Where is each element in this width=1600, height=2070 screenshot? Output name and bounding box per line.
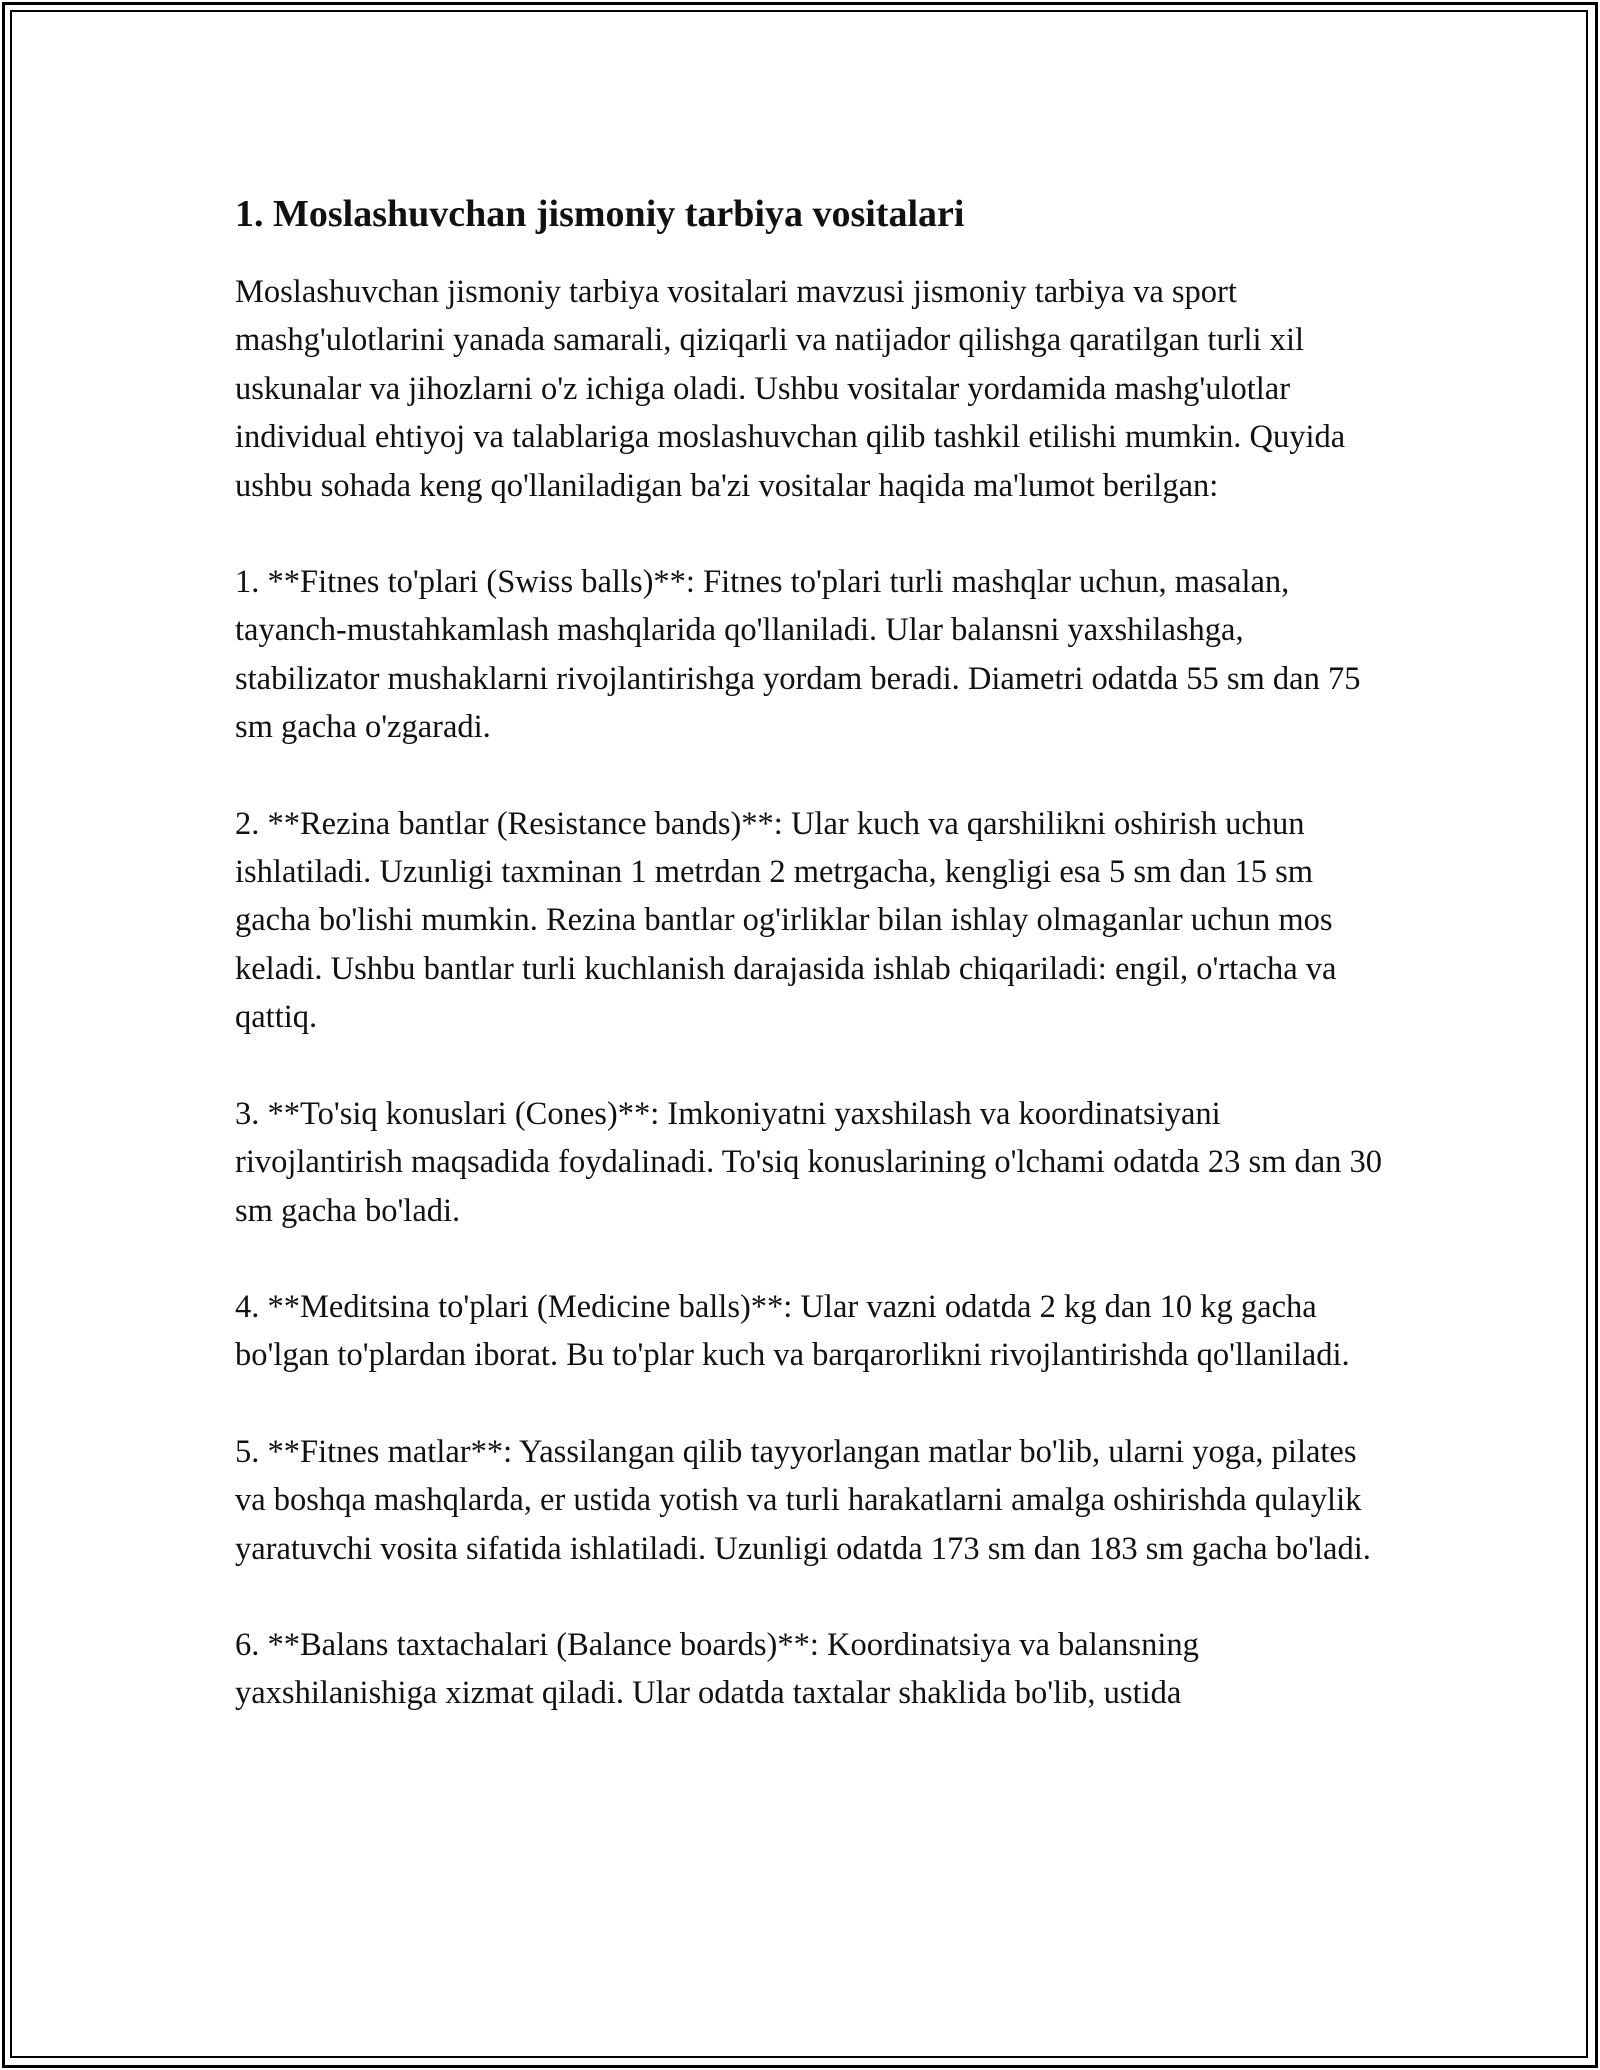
list-item-cones: 3. **To'siq konuslari (Cones)**: Imkoniyatni yaxshilash va koordinatsiyani rivojlantirish maqsadida foydalinadi. To'siq konuslarining o'lchami odatda 23 sm dan 30 sm gacha bo'ladi. <box>235 1095 1383 1229</box>
intro-paragraph: Moslashuvchan jismoniy tarbiya vositalari mavzusi jismoniy tarbiya va sport mashg'ulotlarini yanada samarali, qiziqarli va natijador qilishga qaratilgan turli xil uskunalar va jihozlarni o'z ichiga oladi. Ushbu vositalar yordamida mashg'ulotlar individual ehtiyoj va talablariga moslashuvchan qilib tashkil etilishi mumkin. Quyida ushbu sohada keng qo'llaniladigan ba'zi vositalar haqida ma'lumot berilgan: <box>235 274 1346 504</box>
list-item-fitness-mats: 5. **Fitnes matlar**: Yassilangan qilib tayyorlangan matlar bo'lib, ularni yoga, pilates va boshqa mashqlarda, er ustida yotish va turli harakatlarni amalga oshirishda qulaylik yaratuvchi vosita sifatida ishlatiladi. Uzunligi odatda 173 sm dan 183 sm gacha bo'ladi. <box>235 1433 1371 1567</box>
list-item-resistance-bands: 2. **Rezina bantlar (Resistance bands)**: Ular kuch va qarshilikni oshirish uchun ishlatiladi. Uzunligi taxminan 1 metrdan 2 metrgacha, kengligi esa 5 sm dan 15 sm gacha bo'lishi mumkin. Rezina bantlar og'irliklar bilan ishlay olmaganlar uchun mos keladi. Ushbu bantlar turli kuchlanish darajasida ishlab chiqariladi: engil, o'rtacha va qattiq. <box>235 805 1337 1036</box>
document-title: 1. Moslashuvchan jismoniy tarbiya vositalari <box>235 193 965 235</box>
list-item-balance-boards: 6. **Balans taxtachalari (Balance boards)**: Koordinatsiya va balansning yaxshilanishiga xizmat qiladi. Ular odatda taxtalar shaklida bo'lib, ustida <box>235 1626 1199 1712</box>
document-body <box>235 186 1385 1766</box>
list-item-medicine-balls: 4. **Meditsina to'plari (Medicine balls)**: Ular vazni odatda 2 kg dan 10 kg gacha bo'lgan to'plardan iborat. Bu to'plar kuch va barqarorlikni rivojlantirishda qo'llaniladi. <box>235 1288 1350 1374</box>
list-item-fitness-balls: 1. **Fitnes to'plari (Swiss balls)**: Fitnes to'plari turli mashqlar uchun, masalan, tayanch-mustahkamlash mashqlarida qo'llaniladi. Ular balansni yaxshilashga, stabilizator mushaklarni rivojlantirishga yordam beradi. Diametri odatda 55 sm dan 75 sm gacha o'zgaradi. <box>235 564 1361 746</box>
